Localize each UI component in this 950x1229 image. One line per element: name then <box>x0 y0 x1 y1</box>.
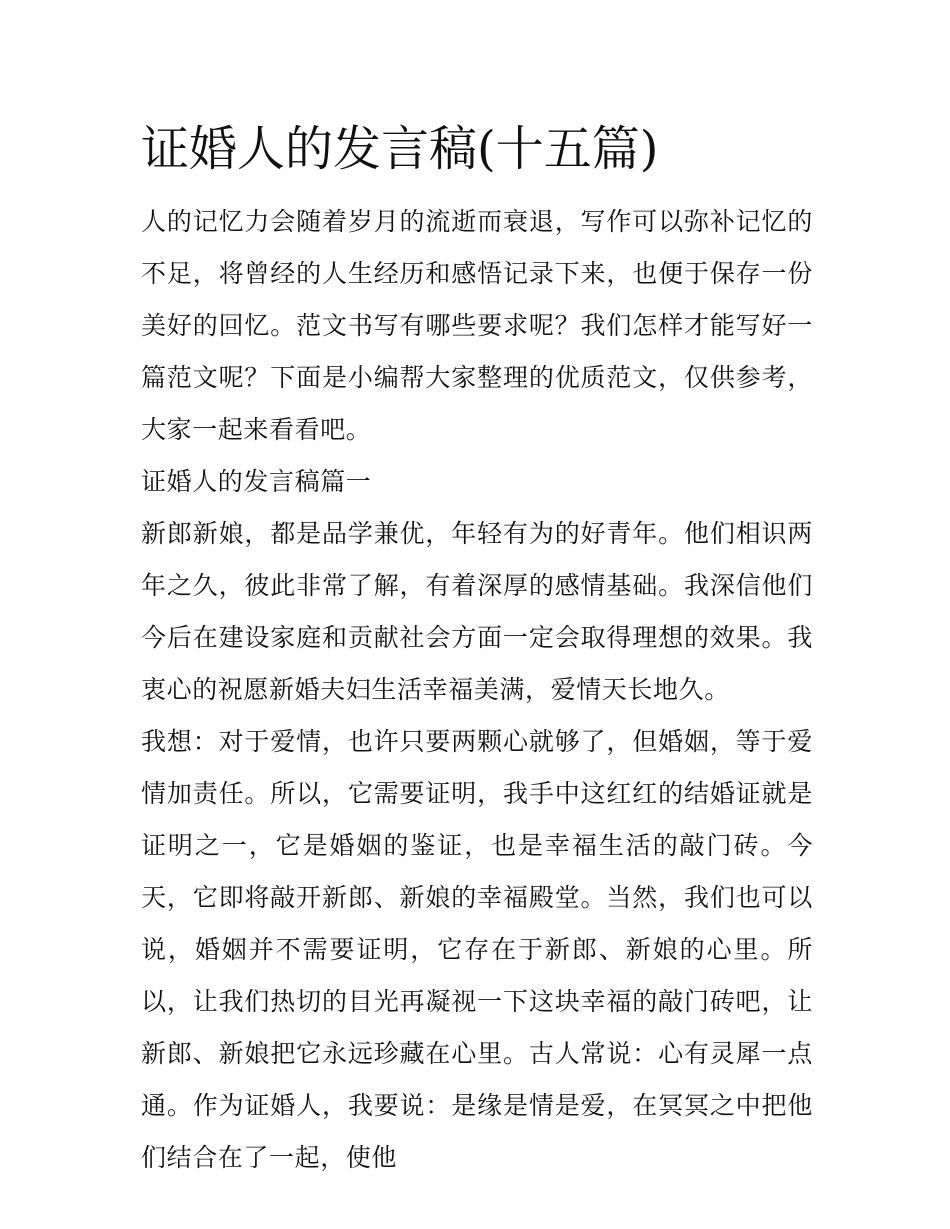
body-paragraph-1: 新郎新娘，都是品学兼优，年轻有为的好青年。他们相识两年之久，彼此非常了解，有着深厚的感情基础。我深信他们今后在建设家庭和贡献社会方面一定会取得理想的效果。我衷心的祝愿新婚夫妇生活幸福美满，爱情天长地久。 <box>141 519 813 704</box>
document-body <box>141 118 813 1184</box>
document-title: 证婚人的发言稿(十五篇) <box>141 121 659 177</box>
body-paragraph-2: 我想：对于爱情，也许只要两颗心就够了，但婚姻，等于爱情加责任。所以，它需要证明，我手中这红红的结婚证就是证明之一，它是婚姻的鉴证，也是幸福生活的敲门砖。今天，它即将敲开新郎、新娘的幸福殿堂。当然，我们也可以说，婚姻并不需要证明，它存在于新郎、新娘的心里。所以，让我们热切的目光再凝视一下这块幸福的敲门砖吧，让新郎、新娘把它永远珍藏在心里。古人常说：心有灵犀一点通。作为证婚人，我要说：是缘是情是爱，在冥冥之中把他们结合在了一起，使他 <box>141 727 813 1172</box>
section-heading: 证婚人的发言稿篇一 <box>141 467 372 496</box>
intro-paragraph: 人的记忆力会随着岁月的流逝而衰退，写作可以弥补记忆的不足，将曾经的人生经历和感悟记录下来，也便于保存一份美好的回忆。范文书写有哪些要求呢？我们怎样才能写好一篇范文呢？下面是小编帮大家整理的优质范文，仅供参考，大家一起来看看吧。 <box>141 207 813 444</box>
